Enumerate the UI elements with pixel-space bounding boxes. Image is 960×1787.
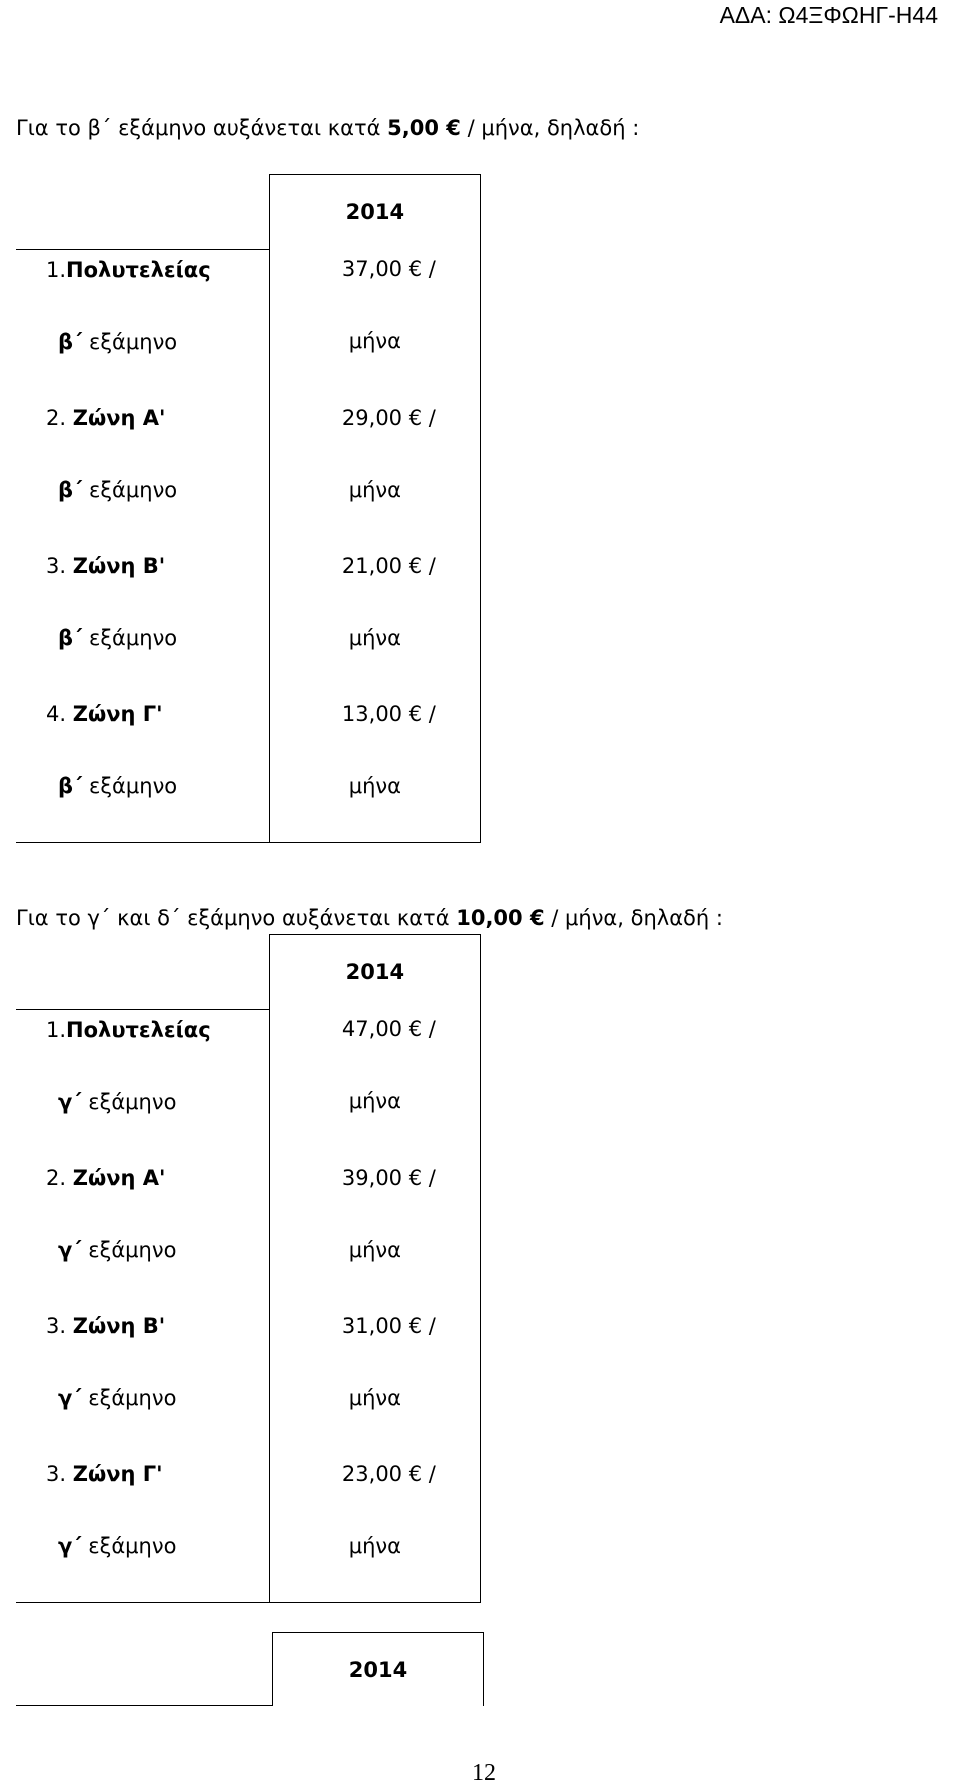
para2-post: / μήνα, δηλαδή : xyxy=(544,906,723,930)
table-row xyxy=(16,1158,481,1306)
table-row xyxy=(16,1009,481,1158)
semester-label: β΄ εξάμηνο xyxy=(58,773,178,798)
table-d-semester-header xyxy=(16,1632,481,1706)
table-c-semester xyxy=(16,934,481,1603)
unit-label: μήνα xyxy=(348,1533,401,1558)
ada-code: ΑΔΑ: Ω4ΞΦΩΗΓ-Η44 xyxy=(719,2,938,28)
semester-label: γ΄ εξάμηνο xyxy=(58,1089,177,1114)
table-b-semester xyxy=(16,174,481,843)
table-header-row xyxy=(16,175,481,250)
table-header-row xyxy=(16,935,481,1010)
amount-value: 47,00 € / xyxy=(341,1017,436,1041)
year-header: 2014 xyxy=(272,1632,484,1706)
year-header: 2014 xyxy=(269,935,480,1010)
zone-label: 4. Ζώνη Γ' xyxy=(46,701,163,726)
unit-label: μήνα xyxy=(348,1237,401,1262)
table-row xyxy=(16,249,481,398)
zone-label: 3. Ζώνη Γ' xyxy=(46,1461,163,1486)
page-number: 12 xyxy=(472,1760,496,1786)
paragraph-b-semester xyxy=(16,116,639,140)
amount-value: 37,00 € / xyxy=(341,257,436,281)
year-header: 2014 xyxy=(269,175,480,250)
para1-post: / μήνα, δηλαδή : xyxy=(460,116,640,140)
semester-label: β΄ εξάμηνο xyxy=(58,477,178,502)
table-row xyxy=(16,694,481,843)
zone-label: 2. Ζώνη Α' xyxy=(46,405,166,430)
unit-label: μήνα xyxy=(348,477,401,502)
unit-label: μήνα xyxy=(348,1089,401,1113)
unit-label: μήνα xyxy=(348,1385,401,1410)
semester-label: γ΄ εξάμηνο xyxy=(58,1533,177,1558)
amount-value: 13,00 € / xyxy=(341,701,436,726)
unit-label: μήνα xyxy=(348,773,401,798)
semester-label: γ΄ εξάμηνο xyxy=(58,1385,177,1410)
semester-label: β΄ εξάμηνο xyxy=(58,625,178,650)
zone-label: 3. Ζώνη Β' xyxy=(46,1313,166,1338)
amount-value: 29,00 € / xyxy=(341,405,436,430)
amount-value: 21,00 € / xyxy=(341,553,436,578)
para2-pre: Για το γ΄ και δ΄ εξάμηνο αυξάνεται κατά xyxy=(16,906,457,930)
amount-value: 39,00 € / xyxy=(341,1165,436,1190)
semester-label: γ΄ εξάμηνο xyxy=(58,1237,177,1262)
unit-label: μήνα xyxy=(348,329,401,353)
unit-label: μήνα xyxy=(348,625,401,650)
para1-amount: 5,00 € xyxy=(387,116,461,140)
table-rule xyxy=(16,1705,272,1706)
zone-label: 1.Πολυτελείας xyxy=(46,1017,211,1042)
para1-pre: Για το β΄ εξάμηνο αυξάνεται κατά xyxy=(16,116,388,140)
table-row xyxy=(16,1454,481,1603)
table-row xyxy=(16,1306,481,1454)
zone-label: 1.Πολυτελείας xyxy=(46,257,211,282)
amount-value: 31,00 € / xyxy=(341,1313,436,1338)
table-row xyxy=(16,546,481,694)
zone-label: 2. Ζώνη Α' xyxy=(46,1165,166,1190)
paragraph-c-d-semester xyxy=(16,906,723,930)
para2-amount: 10,00 € xyxy=(456,906,545,930)
zone-label: 3. Ζώνη Β' xyxy=(46,553,166,578)
semester-label: β΄ εξάμηνο xyxy=(58,329,178,354)
amount-value: 23,00 € / xyxy=(341,1461,436,1486)
table-row xyxy=(16,398,481,546)
